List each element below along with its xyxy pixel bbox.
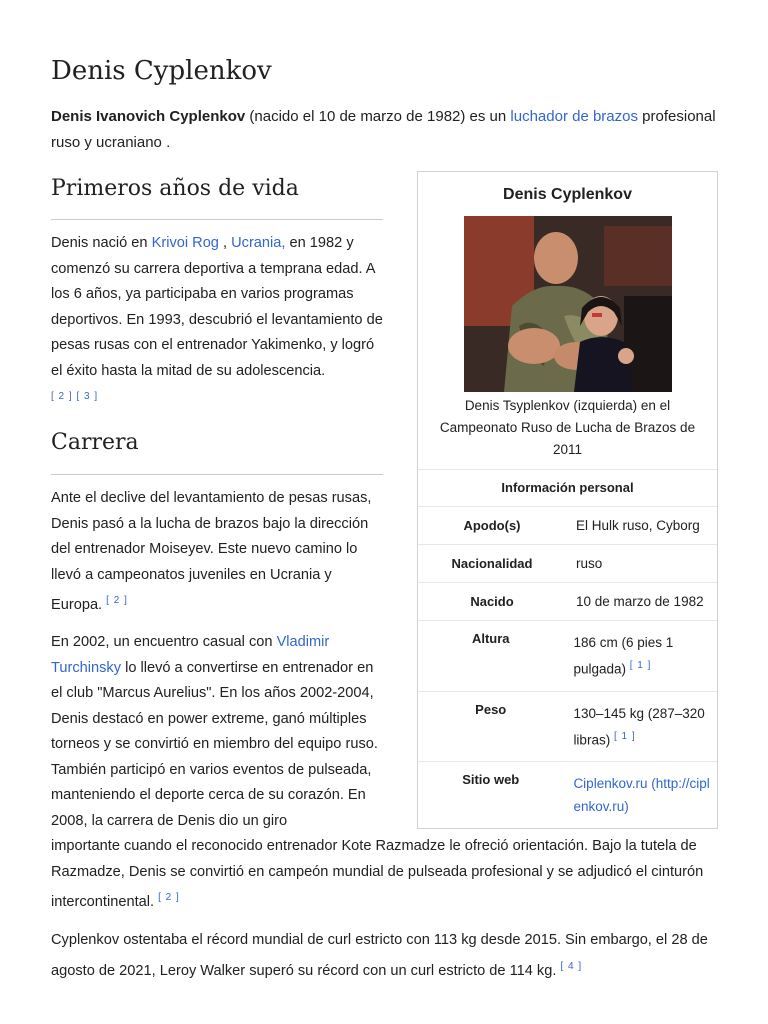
page-title: Denis Cyplenkov [51,56,272,86]
early-sep: , [218,235,232,251]
link-ucrania[interactable]: Ucrania, [231,235,286,251]
infobox-value: 10 de marzo de 1982 [576,594,704,609]
career-paragraph-2 [51,630,387,834]
infobox-value [563,621,717,691]
section-divider [51,474,383,475]
infobox-key: Nacido [470,594,514,609]
reference-link[interactable]: [ 2 ] [106,595,128,606]
career-paragraph-2-continued [51,834,723,915]
early-text: Denis nació en [51,235,152,251]
infobox-value [563,692,717,762]
website-link[interactable]: Ciplenkov.ru (http://ciplenkov.ru) [573,776,710,814]
infobox-key: Peso [475,701,507,717]
infobox-row-nacido [418,582,717,620]
infobox-value: El Hulk ruso, Cyborg [576,518,700,533]
infobox-key: Sitio web [462,772,520,787]
lead-name: Denis Ivanovich Cyplenkov [51,108,246,125]
infobox-key: Nacionalidad [451,556,533,571]
career-paragraph-1 [51,486,383,618]
infobox-row-nacionalidad [418,544,717,582]
photo-illustration [464,216,672,392]
section-heading-career: Carrera [51,430,139,455]
infobox-row-altura [418,620,717,691]
reference-link[interactable]: [ 2 ] [158,892,180,903]
infobox-section-personal: Información personal [418,469,717,506]
infobox-value: ruso [576,556,603,571]
infobox-row-apodo [418,506,717,544]
career-paragraph-3 [51,928,723,984]
lead-paragraph [51,104,723,156]
lead-text: (nacido el 10 de marzo de 1982) es un [245,108,511,125]
infobox [417,171,718,829]
link-krivoi-rog[interactable]: Krivoi Rog [151,235,219,251]
infobox-title: Denis Cyplenkov [503,186,632,203]
reference-link[interactable]: [ 1 ] [613,730,636,742]
career-text-2b: lo llevó a convertirse en entrenador en el club "Marcus Aurelius". En los años 2002-2004, Denis destacó en power extreme, ganó múltiples torneos y se convirtió en miembro del equipo ruso. También participó en varios eventos de pulseada, manteniendo el deporte cerca de su corazón. En 2008, la carrera de Denis dio un giro [51,659,378,829]
career-text-2a: En 2002, un encuentro casual con [51,634,277,650]
reference-link[interactable]: [ 1 ] [629,660,652,671]
section-heading-early-life: Primeros años de vida [51,176,299,201]
link-luchador-de-brazos[interactable]: luchador de brazos [510,108,638,125]
infobox-key: Altura [471,631,510,646]
career-text-2c: importante cuando el reconocido entrenador Kote Razmadze le ofreció orientación. Bajo la tutela de Razmadze, Denis se convirtió en campeón mundial de pulseada profesional y se adjudicó el cinturón intercontinental. [51,838,704,910]
lead-text-end: profesional ruso y ucraniano . [51,108,716,151]
infobox-row-sitio-web [418,761,717,828]
reference-link[interactable]: [ 4 ] [560,960,583,972]
infobox-photo[interactable] [464,216,672,392]
infobox-key: Apodo(s) [463,518,521,533]
career-text-1: Ante el declive del levantamiento de pesas rusas, Denis pasó a la lucha de brazos bajo la dirección del entrenador Moiseyev. Este nuevo camino lo llevó a campeonatos juveniles en Ucrania y Europa. [51,490,372,613]
peso-value: 130–145 kg (287–320 libras) [573,705,705,747]
infobox-row-peso [418,691,717,762]
reference-links[interactable]: [ 2 ] [ 3 ] [51,391,99,402]
early-text-2: en 1982 y comenzó su carrera deportiva a temprana edad. A los 6 años, ya participaba en varios programas deportivos. En 1993, descubrió el levantamiento de pesas rusas con el entrenador Yakimenko, y logró el éxito hasta la mitad de su adolescencia. [51,235,383,379]
section-divider [51,219,383,220]
early-life-paragraph [51,231,383,414]
career-text-3: Cyplenkov ostentaba el récord mundial de curl estricto con 113 kg desde 2015. Sin embargo, el 28 de agosto de 2021, Leroy Walker superó su récord con un curl estricto de 114 kg. [51,932,708,979]
link-vladimir-turchinsky[interactable]: Vladimir Turchinsky [51,634,330,676]
altura-value: 186 cm (6 pies 1 pulgada) [573,635,674,677]
infobox-value [563,762,717,828]
infobox-caption: Denis Tsyplenkov (izquierda) en el Campeonato Ruso de Lucha de Brazos de 2011 [439,398,696,457]
